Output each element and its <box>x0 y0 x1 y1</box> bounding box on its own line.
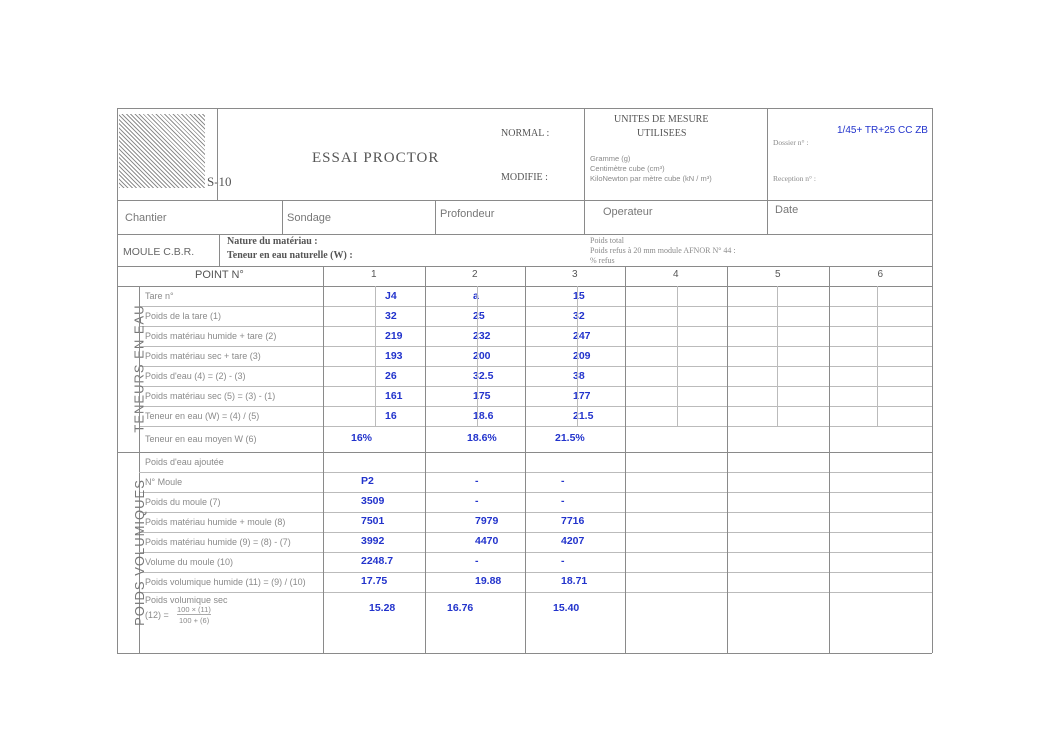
sub-column-divider <box>375 286 376 426</box>
row-label: Poids volumique sec <box>145 595 228 605</box>
measured-value: 32.5 <box>473 370 494 382</box>
measured-value: J4 <box>385 290 397 302</box>
row-divider <box>139 472 932 473</box>
form-title: ESSAI PROCTOR <box>312 150 440 166</box>
row-label: Poids matériau sec (5) = (3) - (1) <box>145 391 276 401</box>
row-label: Poids du moule (7) <box>145 497 221 507</box>
measured-value: 161 <box>385 390 403 402</box>
row-divider <box>139 532 932 533</box>
measured-value: 15 <box>573 290 585 302</box>
sub-column-divider <box>477 286 478 426</box>
sub-column-divider <box>677 286 678 426</box>
measured-value: - <box>475 555 479 567</box>
divider <box>117 200 932 201</box>
divider <box>767 108 768 234</box>
measured-value: 3992 <box>361 535 385 547</box>
moule-label: MOULE C.B.R. <box>123 246 195 258</box>
measured-value: 232 <box>473 330 491 342</box>
measured-value: 16 <box>385 410 397 422</box>
row-divider <box>139 426 932 427</box>
measured-value: 25 <box>473 310 485 322</box>
mean-water-content: 21.5% <box>555 432 585 444</box>
company-logo <box>119 114 205 188</box>
profondeur-label: Profondeur <box>440 208 495 220</box>
chantier-label: Chantier <box>125 212 167 224</box>
divider <box>584 108 585 234</box>
measured-value: 17.75 <box>361 575 388 587</box>
point-number: 6 <box>877 269 884 280</box>
row-label: Poids de la tare (1) <box>145 311 222 321</box>
measured-value: 18.71 <box>561 575 588 587</box>
row-label: Teneur en eau moyen W (6) <box>145 434 257 444</box>
row-label: Tare n° <box>145 291 174 301</box>
measured-value: 177 <box>573 390 591 402</box>
modifie-label: MODIFIE : <box>501 172 548 183</box>
measured-value: - <box>561 475 565 487</box>
row-divider <box>139 552 932 553</box>
row-label: (12) = <box>145 610 169 620</box>
row-label: Teneur en eau (W) = (4) / (5) <box>145 411 260 421</box>
measured-value: 3509 <box>361 495 385 507</box>
row-divider <box>139 572 932 573</box>
divider <box>117 234 932 235</box>
form-right-border <box>932 108 933 653</box>
measured-value: 209 <box>573 350 591 362</box>
measured-value: 32 <box>573 310 585 322</box>
column-divider <box>829 266 830 653</box>
unit-kn: KiloNewton par mètre cube (kN / m³) <box>590 174 712 183</box>
row-label: Poids matériau humide + tare (2) <box>145 331 277 341</box>
normal-label: NORMAL : <box>501 128 550 139</box>
row-divider <box>139 406 932 407</box>
proctor-form <box>117 108 932 653</box>
nature-label: Nature du matériau : <box>227 236 318 247</box>
measured-value: 4470 <box>475 535 499 547</box>
section-label-water: TENEURS EN EAU <box>131 304 147 433</box>
form-top-border <box>117 108 932 109</box>
mean-water-content: 16% <box>351 432 373 444</box>
column-divider <box>323 266 324 653</box>
row-label: Poids matériau humide + moule (8) <box>145 517 286 527</box>
measured-value: 18.6 <box>473 410 494 422</box>
measured-value: - <box>475 475 479 487</box>
measured-value: P2 <box>361 475 374 487</box>
poids-refus-label: Poids refus à 20 mm module AFNOR N° 44 : <box>590 246 736 255</box>
row-label: Poids d'eau (4) = (2) - (3) <box>145 371 246 381</box>
row-divider <box>139 386 932 387</box>
point-number: 3 <box>572 269 578 280</box>
measured-value: 21.5 <box>573 410 594 422</box>
dossier-value: 1/45+ TR+25 CC ZB <box>837 125 928 136</box>
divider <box>219 234 220 266</box>
measured-value: - <box>561 495 565 507</box>
dossier-label: Dossier n° : <box>773 138 809 147</box>
row-label: Poids volumique humide (11) = (9) / (10) <box>145 577 306 587</box>
row-divider <box>139 326 932 327</box>
reception-label: Reception n° : <box>773 174 816 183</box>
dry-density-value: 15.40 <box>553 602 580 614</box>
column-divider <box>425 266 426 653</box>
measured-value: 38 <box>573 370 585 382</box>
measured-value: - <box>475 495 479 507</box>
row-label: Poids matériau sec + tare (3) <box>145 351 261 361</box>
measured-value: 32 <box>385 310 397 322</box>
point-number: 2 <box>472 269 478 280</box>
row-label: Poids matériau humide (9) = (8) - (7) <box>145 537 291 547</box>
units-title-1: UNITES DE MESURE <box>614 114 709 125</box>
column-divider <box>525 266 526 653</box>
row-label: N° Moule <box>145 477 183 487</box>
row-divider <box>139 592 932 593</box>
point-number: 5 <box>775 269 781 280</box>
row-label: Poids d'eau ajoutée <box>145 457 224 467</box>
point-label: POINT N° <box>195 269 244 281</box>
teneur-label: Teneur en eau naturelle (W) : <box>227 250 353 261</box>
measured-value: a <box>473 290 479 302</box>
unit-gram: Gramme (g) <box>590 154 631 163</box>
measured-value: 7716 <box>561 515 585 527</box>
divider <box>435 200 436 234</box>
measured-value: 26 <box>385 370 397 382</box>
measured-value: 200 <box>473 350 491 362</box>
formula-denominator: 100 + (6) <box>179 616 210 625</box>
dry-density-value: 16.76 <box>447 602 474 614</box>
point-number: 1 <box>371 269 377 280</box>
poids-total-label: Poids total <box>590 236 625 245</box>
measured-value: 175 <box>473 390 491 402</box>
formula-numerator: 100 × (11) <box>177 605 211 614</box>
dry-density-value: 15.28 <box>369 602 396 614</box>
measured-value: 7979 <box>475 515 499 527</box>
divider <box>282 200 283 234</box>
point-number: 4 <box>673 269 679 280</box>
sub-column-divider <box>577 286 578 426</box>
measured-value: 2248.7 <box>361 555 394 567</box>
measured-value: 7501 <box>361 515 385 527</box>
form-code: S-10 <box>207 174 232 189</box>
row-divider <box>139 366 932 367</box>
row-label: Volume du moule (10) <box>145 557 234 567</box>
measured-value: 193 <box>385 350 403 362</box>
row-divider <box>139 306 932 307</box>
pct-refus-label: % refus <box>590 256 615 265</box>
form-bottom-border <box>117 653 932 654</box>
operateur-label: Operateur <box>603 206 653 218</box>
measured-value: 19.88 <box>475 575 502 587</box>
section-label-density: POIDS VOLUMIQUES <box>131 478 147 626</box>
date-label: Date <box>775 204 799 216</box>
measured-value: 219 <box>385 330 403 342</box>
sub-column-divider <box>777 286 778 426</box>
unit-cm3: Centimètre cube (cm³) <box>590 164 665 173</box>
row-divider <box>139 492 932 493</box>
column-divider <box>625 266 626 653</box>
row-divider <box>139 346 932 347</box>
column-divider <box>727 266 728 653</box>
measured-value: 247 <box>573 330 591 342</box>
sub-column-divider <box>877 286 878 426</box>
measured-value: - <box>561 555 565 567</box>
row-divider <box>139 512 932 513</box>
mean-water-content: 18.6% <box>467 432 497 444</box>
units-title-2: UTILISEES <box>637 128 687 139</box>
measured-value: 4207 <box>561 535 585 547</box>
divider <box>217 108 218 200</box>
sondage-label: Sondage <box>287 212 332 224</box>
form-left-border <box>117 108 118 653</box>
